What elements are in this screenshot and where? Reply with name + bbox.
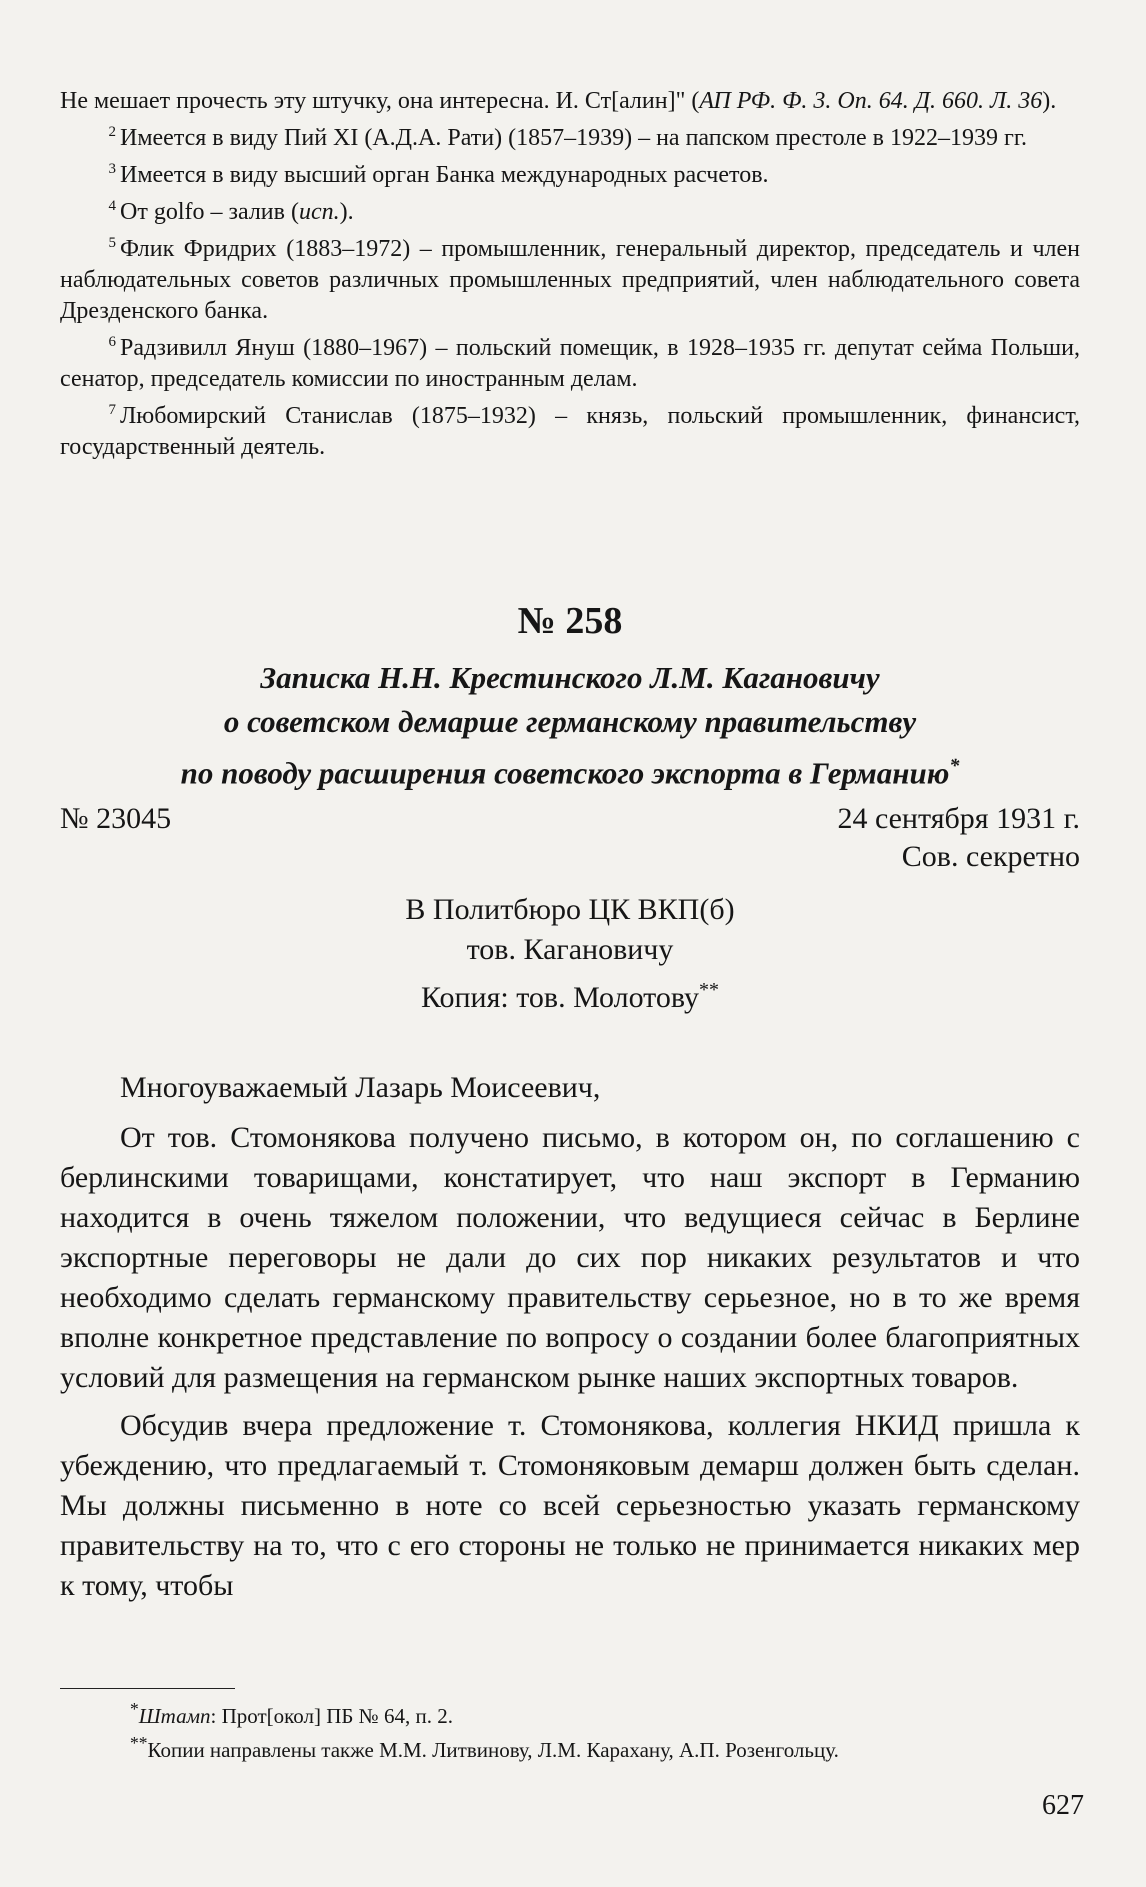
addressee-copy: Копия: тов. Молотову**: [420, 979, 720, 1014]
footnote-continuation: Не мешает прочесть эту штучку, она интересна. И. Ст[алин]" (АП РФ. Ф. 3. Оп. 64. Д. 660. Л. 36).: [60, 88, 1057, 114]
footnote-divider: [60, 1688, 235, 1689]
footnote-6: $^6$ Радзивилл Януш (1880–1967) – польский помещик, в 1928–1935 гг. депутат сейма Польши, сенатор, председатель комиссии по иностранным делам.: [60, 334, 1080, 392]
footnotes-top: [60, 86, 1080, 463]
document-title-line-1: Записка Н.Н. Крестинского Л.М. Кагановичу: [260, 660, 880, 695]
footnote-2: $^2$ Имеется в виду Пий XI (А.Д.А. Рати) (1857–1939) – на папском престоле в 1922–1939 гг.: [108, 124, 1027, 151]
page-number: 627: [1042, 1790, 1084, 1821]
document-title-line-3: по поводу расширения советского экспорта в Германию*: [180, 755, 960, 791]
salutation: Многоуважаемый Лазарь Моисеевич,: [120, 1071, 601, 1104]
footnote-stamp: *Штамп: Прот[окол] ПБ № 64, п. 2.: [130, 1699, 453, 1728]
document-meta: [60, 800, 1080, 1018]
footnote-4: $^4$ От golfo – залив (исп.).: [108, 198, 354, 225]
footnote-7: $^7$ Любомирский Станислав (1875–1932) – князь, польский промышленник, финансист, государственный деятель.: [60, 402, 1080, 460]
addressee-politburo: В Политбюро ЦК ВКП(б): [405, 893, 735, 926]
paragraph-1: От тов. Стомонякова получено письмо, в котором он, по соглашению с берлинскими товарищами, констатирует, что наш экспорт в Германию находится в очень тяжелом положении, что ведущиеся сейчас в Берлине экспортные переговоры не дали до сих пор никаких результатов и что необходимо сделать германскому правительству серьезное, но в то же время вполне конкретное представление по вопросу о создании более благоприятных условий для размещения на германском рынке наших экспортных товаров.: [60, 1121, 1080, 1394]
document-title-line-2: о советском демарше германскому правительству: [223, 704, 917, 739]
addressee-kaganovich: тов. Кагановичу: [466, 933, 674, 966]
paragraph-2: Обсудив вчера предложение т. Стомонякова, коллегия НКИД пришла к убеждению, что предлагаемый т. Стомоняковым демарш должен быть сделан. Мы должны письменно в ноте со всей серьезностью указать германскому правительству на то, что с его стороны не только не принимается никаких мер к тому, чтобы: [60, 1409, 1080, 1602]
classification-stamp: Сов. секретно: [901, 840, 1080, 873]
document-body: [60, 1068, 1080, 1606]
footnote-5: $^5$ Флик Фридрих (1883–1972) – промышленник, генеральный директор, председатель и член наблюдательных советов различных промышленных предприятий, член наблюдательного совета Дрезденского банка.: [60, 235, 1080, 324]
document-heading: [60, 598, 1080, 795]
footnote-copies: **Копии направлены также М.М. Литвинову, Л.М. Карахану, А.П. Розенгольцу.: [130, 1733, 839, 1762]
document-date: 24 сентября 1931 г.: [837, 802, 1080, 835]
footnote-3: $^3$ Имеется в виду высший орган Банка международных расчетов.: [108, 161, 769, 188]
footnotes-bottom: [130, 1696, 1080, 1764]
outgoing-number: № 23045: [60, 802, 172, 835]
document-number: № 258: [517, 600, 623, 642]
